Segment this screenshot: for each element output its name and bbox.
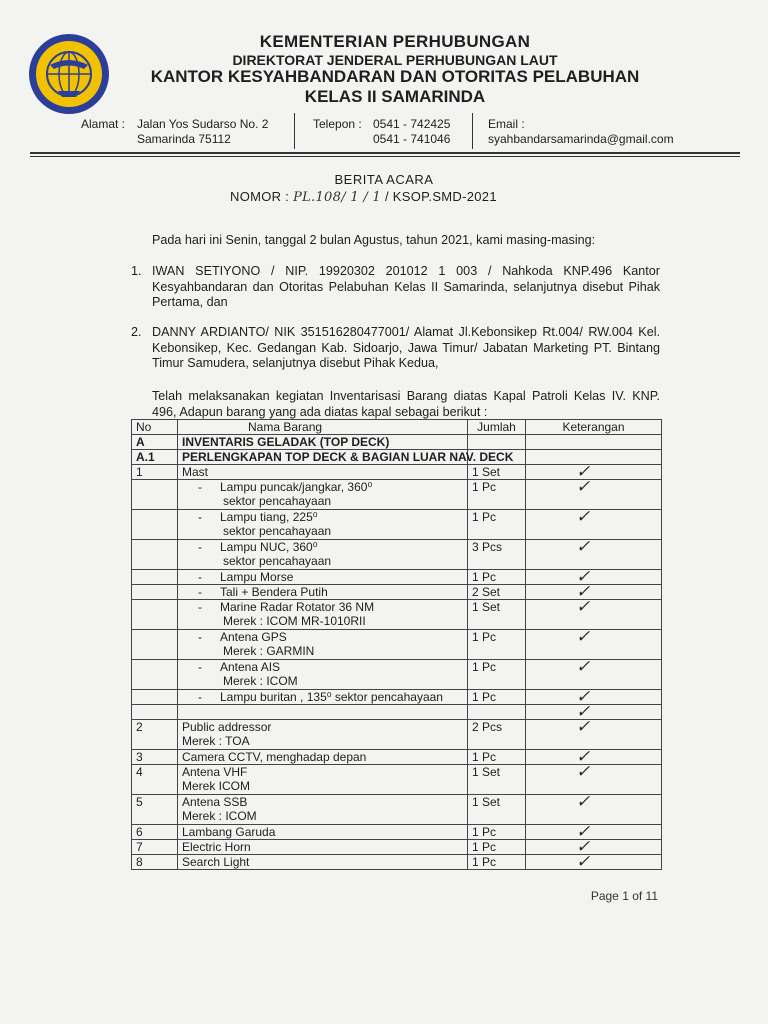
cell-no: 8: [132, 855, 178, 870]
item-name-line-1: Lampu tiang, 225⁰: [220, 510, 318, 524]
cell-item-name: [178, 435, 468, 450]
cell-quantity: [468, 705, 526, 720]
cell-quantity: 1 Set: [468, 765, 526, 795]
cell-item-name: [178, 765, 468, 795]
divider: [294, 113, 295, 149]
item-name-line-1: Antena VHF: [182, 765, 248, 779]
cell-no: [132, 705, 178, 720]
table-row: [132, 660, 662, 690]
bullet-dash: -: [198, 600, 202, 614]
cell-remarks-checkmark-icon: [526, 435, 662, 450]
cell-quantity: 1 Pc: [468, 840, 526, 855]
item-name-line-2: Merek : GARMIN: [223, 644, 315, 658]
cell-quantity: 1 Pc: [468, 510, 526, 540]
divider: [472, 113, 473, 149]
table-row: [132, 630, 662, 660]
item-name-line-1: Search Light: [182, 855, 250, 869]
item-name-line-1: Lampu buritan , 135⁰ sektor pencahayaan: [220, 690, 443, 704]
cell-item-name: [178, 720, 468, 750]
cell-no: A.1: [132, 450, 178, 465]
item-name-line-2: Merek : ICOM MR-1010RII: [223, 614, 366, 628]
cell-quantity: 1 Set: [468, 795, 526, 825]
phone-line-2: 0541 - 741046: [373, 132, 451, 146]
doc-title: BERITA ACARA: [334, 172, 434, 187]
header-rule-thin: [30, 156, 740, 157]
table-row: [132, 720, 662, 750]
cell-item-name: [178, 450, 514, 465]
party-1-text: IWAN SETIYONO / NIP. 19920302 201012 1 003 / Nahkoda KNP.496 Kantor Kesyahbandaran dan Otoritas Pelabuhan Kelas II Samarinda, selanjutnya disebut Pihak Pertama, dan: [152, 264, 660, 309]
bullet-dash: -: [198, 540, 202, 554]
table-row: [132, 855, 662, 870]
bullet-dash: -: [198, 690, 202, 704]
item-name-line-1: Antena GPS: [220, 630, 287, 644]
bullet-dash: -: [198, 570, 202, 584]
item-name-line-2: Merek ICOM: [182, 779, 251, 793]
cell-remarks-checkmark-icon: ✓: [526, 630, 662, 660]
address-label: Alamat :: [81, 117, 126, 131]
item-name-line-1: Lampu puncak/jangkar, 360⁰: [220, 480, 373, 494]
bullet-dash: -: [198, 630, 202, 644]
party-2-text: DANNY ARDIANTO/ NIK 351516280477001/ Alamat Jl.Kebonsikep Rt.004/ RW.004 Kel. Kebonsikep, Kec. Gedangan Kab. Sidoarjo, Jawa Timur/ Jabatan Marketing PT. Bintang Timur Samudera, selanjutnya disebut Pihak Kedua,: [152, 325, 660, 370]
cell-no: [132, 585, 178, 600]
cell-item-name: [178, 660, 468, 690]
header-remarks: Keterangan: [526, 420, 662, 435]
party-1-number: 1.: [131, 264, 142, 278]
table-row: [132, 795, 662, 825]
item-name-line-1: Lampu NUC, 360⁰: [220, 540, 318, 554]
table-header-row: [132, 420, 662, 435]
item-name-line-2: sektor pencahayaan: [223, 524, 332, 538]
cell-remarks-checkmark-icon: ✓: [526, 480, 662, 510]
table-row: [132, 435, 662, 450]
cell-item-name: [178, 705, 468, 720]
cell-quantity: 1 Set: [468, 600, 526, 630]
table-row: [132, 480, 662, 510]
cell-no: A: [132, 435, 178, 450]
address-line-2: Samarinda 75112: [137, 132, 231, 146]
cell-no: 6: [132, 825, 178, 840]
inventory-table: [131, 419, 662, 870]
cell-remarks-checkmark-icon: ✓: [526, 705, 662, 720]
cell-no: [132, 510, 178, 540]
header-line-directorate: DIREKTORAT JENDERAL PERHUBUNGAN LAUT: [232, 52, 558, 68]
cell-quantity: 1 Pc: [468, 855, 526, 870]
cell-item-name: [178, 855, 468, 870]
cell-quantity: 3 Pcs: [468, 540, 526, 570]
header-quantity: Jumlah: [468, 420, 526, 435]
table-row: [132, 765, 662, 795]
cell-quantity: 1 Pc: [468, 690, 526, 705]
phone-line-1: 0541 - 742425: [373, 117, 451, 131]
cell-remarks-checkmark-icon: ✓: [526, 825, 662, 840]
item-name-line-2: Merek : TOA: [182, 734, 250, 748]
item-name-line-1: Lampu Morse: [220, 570, 294, 584]
cell-remarks-checkmark-icon: ✓: [526, 720, 662, 750]
item-name-line-1: Tali + Bendera Putih: [220, 585, 328, 599]
address-value: [137, 117, 268, 147]
cell-item-name: [178, 795, 468, 825]
item-name-line-2: Merek : ICOM: [182, 809, 257, 823]
doc-number: [230, 189, 497, 205]
item-name-line-1: Public addressor: [182, 720, 272, 734]
cell-remarks-checkmark-icon: ✓: [526, 600, 662, 630]
cell-quantity: 1 Pc: [468, 480, 526, 510]
header-line-class: KELAS II SAMARINDA: [304, 87, 486, 106]
doc-number-handwritten: PL.108/ 1 / 1: [293, 190, 382, 205]
cell-no: [132, 690, 178, 705]
page-number: Page 1 of 11: [590, 889, 658, 903]
cell-no: 7: [132, 840, 178, 855]
table-row: [132, 600, 662, 630]
cell-quantity: 1 Set: [468, 465, 526, 480]
item-name-line-1: INVENTARIS GELADAK (TOP DECK): [182, 435, 390, 449]
cell-no: [132, 600, 178, 630]
cell-remarks-checkmark-icon: ✓: [526, 750, 662, 765]
cell-quantity: 1 Pc: [468, 750, 526, 765]
cell-remarks-checkmark-icon: ✓: [526, 570, 662, 585]
cell-no: [132, 480, 178, 510]
cell-quantity: 1 Pc: [468, 570, 526, 585]
closing-paragraph: Telah melaksanakan kegiatan Inventarisasi Barang diatas Kapal Patroli Kelas IV. KNP. 496, Adapun barang yang ada diatas kapal sebagai berikut :: [152, 389, 660, 419]
header-rule: [30, 152, 740, 154]
cell-remarks-checkmark-icon: ✓: [526, 585, 662, 600]
header-item-name: Nama Barang: [178, 420, 468, 435]
cell-remarks-checkmark-icon: ✓: [526, 795, 662, 825]
header-no: No: [132, 420, 178, 435]
cell-item-name: [178, 570, 468, 585]
cell-no: 3: [132, 750, 178, 765]
item-name-line-2: sektor pencahayaan: [223, 554, 332, 568]
cell-no: 5: [132, 795, 178, 825]
intro-paragraph: Pada hari ini Senin, tanggal 2 bulan Agustus, tahun 2021, kami masing-masing:: [152, 233, 596, 247]
cell-item-name: [178, 600, 468, 630]
party-2-number: 2.: [131, 325, 142, 339]
cell-remarks-checkmark-icon: ✓: [526, 465, 662, 480]
item-name-line-1: Lambang Garuda: [182, 825, 276, 839]
cell-item-name: [178, 510, 468, 540]
cell-remarks-checkmark-icon: ✓: [526, 660, 662, 690]
item-name-line-1: Mast: [182, 465, 209, 479]
cell-item-name: [178, 750, 468, 765]
item-name-line-1: Antena AIS: [220, 660, 281, 674]
cell-remarks-checkmark-icon: [526, 450, 662, 465]
cell-item-name: [178, 480, 468, 510]
email-block: [488, 117, 674, 147]
item-name-line-1: Antena SSB: [182, 795, 248, 809]
cell-no: 4: [132, 765, 178, 795]
cell-no: [132, 570, 178, 585]
phone-label: Telepon :: [313, 117, 362, 131]
cell-remarks-checkmark-icon: ✓: [526, 765, 662, 795]
doc-number-prefix: NOMOR :: [230, 189, 290, 204]
bullet-dash: -: [198, 480, 202, 494]
cell-quantity: 2 Set: [468, 585, 526, 600]
header-line-office: KANTOR KESYAHBANDARAN DAN OTORITAS PELABUHAN: [150, 67, 640, 86]
cell-remarks-checkmark-icon: ✓: [526, 855, 662, 870]
item-name-line-2: sektor pencahayaan: [223, 494, 332, 508]
cell-item-name: [178, 840, 468, 855]
cell-no: [132, 540, 178, 570]
table-row: [132, 510, 662, 540]
cell-no: [132, 630, 178, 660]
cell-remarks-checkmark-icon: ✓: [526, 540, 662, 570]
bullet-dash: -: [198, 510, 202, 524]
cell-no: 2: [132, 720, 178, 750]
cell-no: [132, 660, 178, 690]
cell-item-name: [178, 540, 468, 570]
cell-quantity: [468, 435, 526, 450]
bullet-dash: -: [198, 660, 202, 674]
cell-remarks-checkmark-icon: ✓: [526, 840, 662, 855]
email-value: syahbandarsamarinda@gmail.com: [488, 132, 674, 146]
ministry-logo: [28, 33, 110, 115]
doc-number-suffix: / KSOP.SMD-2021: [384, 189, 497, 204]
header-line-ministry: KEMENTERIAN PERHUBUNGAN: [259, 32, 531, 51]
cell-item-name: [178, 630, 468, 660]
email-label: Email :: [488, 117, 525, 131]
bullet-dash: -: [198, 585, 202, 599]
cell-quantity: 2 Pcs: [468, 720, 526, 750]
cell-item-name: [178, 825, 468, 840]
item-name-line-2: Merek : ICOM: [223, 674, 298, 688]
cell-item-name: [178, 690, 468, 705]
address-line-1: Jalan Yos Sudarso No. 2: [137, 117, 269, 131]
table-row: [132, 540, 662, 570]
item-name-line-1: Camera CCTV, menghadap depan: [182, 750, 367, 764]
cell-quantity: 1 Pc: [468, 825, 526, 840]
cell-remarks-checkmark-icon: ✓: [526, 690, 662, 705]
cell-item-name: [178, 585, 468, 600]
phone-values: [373, 117, 450, 147]
cell-item-name: [178, 465, 468, 480]
cell-quantity: 1 Pc: [468, 660, 526, 690]
cell-remarks-checkmark-icon: ✓: [526, 510, 662, 540]
item-name-line-1: Marine Radar Rotator 36 NM: [220, 600, 375, 614]
cell-quantity: 1 Pc: [468, 630, 526, 660]
item-name-line-1: Electric Horn: [182, 840, 251, 854]
cell-no: 1: [132, 465, 178, 480]
item-name-line-1: PERLENGKAPAN TOP DECK & BAGIAN LUAR NAV. DECK: [182, 450, 514, 464]
